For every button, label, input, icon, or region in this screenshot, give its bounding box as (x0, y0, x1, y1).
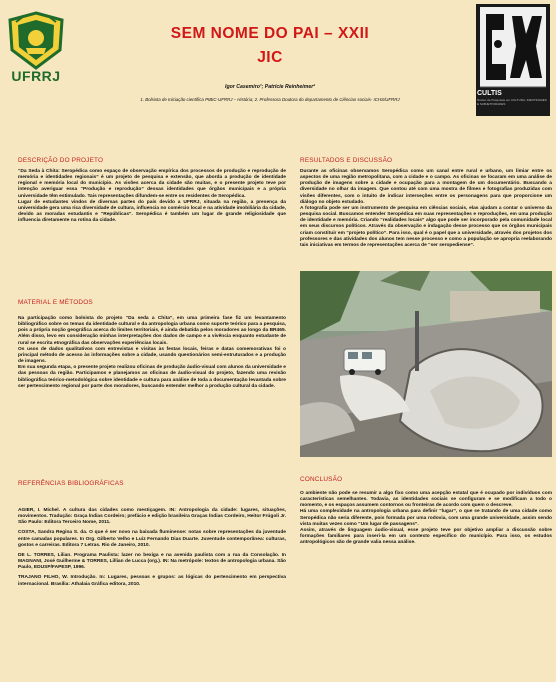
reference-item: AGIER, I. Michel. A cultura das cidades como mestiçagem. IN: Antropologia da cidade: lugares, situações, movimentos. Tradução: Graça Índias Cordeiro; prefácio e edição brasileira Graças Índias Cordeiro, Heitor Frúgoli Jr. São Paulo: Editora Terceiro Nome, 2011. (18, 508, 286, 526)
descricao-paragraph: Lugar de estudantes vindos de diversas partes do país devido a UFRRJ, situada na região, a presença da universidade gera uma rica diversidade de cultura, influencia no comércio local e na atividade imobiliária da cidade, devido as moradas estudantis e “Repúblicas”. Seropédica é também um lugar de grande religiosidade que influencia diretamente na rotina da cidade. (18, 199, 286, 224)
resultados-heading: RESULTADOS E DISCUSSÃO (300, 157, 393, 164)
reference-item: TRAJANO FILHO, W. Introdução. In: Lugares, pessoas e grupos: as lógicas do pertencimento em perspectiva internacional. Brasília: Athalaia Gráfica editora, 2010. (18, 575, 286, 587)
affiliation: 1. Bolsista de Iniciação científica PIBIC-UFRRJ – História; 2. Professora Doutora do departamento de Ciências sociais- ICHS/UFRRJ (140, 97, 400, 102)
descricao-paragraph: “Da Seda à Chita: Seropédica como espaço de observação empírica dos processos de produção e reprodução de memória e identidades regionais” é um projeto de pesquisa e extensão, que aborda a produção de identidade regional e memória local do município. As visões acerca da cidade são muitas, e o presente projeto teve por intenção averiguar essa “Produção e reprodução” dessas identidades que órgãos municipais e a própria universidade têm estimulado. Tais representações difundem-se entre os residentes de Seropédica. (18, 169, 286, 199)
referencias-heading: REFERÊNCIAS BIBLIOGRÁFICAS (18, 480, 124, 487)
cultis-title: CULTIS (477, 90, 502, 97)
ufrrj-logo-text: UFRRJ (11, 68, 61, 84)
conclusao-paragraph: O ambiente não pode se resumir a algo fixo como uma acepção estatal que é ocupado por indivíduos com características semelhantes. Todavia, as identidades sociais se configuram e se modificam a todo o momento, e os espaços assumem contornos ou fronteiras de acordo com quem o descreve. (300, 491, 552, 509)
descricao-heading: DESCRIÇÃO DO PROJETO (18, 157, 104, 164)
poster-title (110, 24, 430, 68)
referencias-list (18, 508, 286, 588)
material-paragraph: Em sua segunda etapa, o presente projeto realizou oficinas de produção áudio-visual com alunos da universidade e das pessoas da região. Participamos e planejamos as oficinas de áudio-visual do projeto, fazendo uma revisão bibliográfica teórico-metodológica sobre identidade e cultura para análise de toda a documentação levantada sobre ser pertencimento regional por parte dos moradores, buscando entender melhor a produção cultural da cidade. (18, 365, 286, 389)
descricao-text (18, 169, 286, 224)
material-text (18, 316, 286, 390)
reference-item: COSTA, Sandra Regina S. da. O que é ser novo na baixada fluminense: notas sobre representações da juventude entre camadas populares. In Org. Gilberto Velho e Luiz Fernando Dias Duarte. Juventude contemporânea: culturas, gostos e carreiras. Editora 7 Letras. Rio de Janeiro, 2010. (18, 530, 286, 548)
resultados-paragraph: A fotografia pode ser um instrumento de pesquisa em ciências sociais, elas ajudam a contar o universo da pesquisa social. Buscamos entender Seropédica em suas representações e reproduções, em uma produção de identidade e memória. Criando “realidades locais” algo que pode ser incorporado pela comunidade local em seus discursos políticos. Através da observação e indagação desse processo que os órgãos municipais criam constituir em “projeto político”. Para isso, qual é o papel que a universidade, através dos projetos dos professores e das atividades dos alunos tem nesse processo e como a população se apropria reelaborando tais iniciativas em termos de representações acerca de “ser seropediense”. (300, 205, 552, 248)
material-heading: MATERIAL E MÉTODOS (18, 299, 93, 306)
authors: Igor Casemiro¹; Patrície Reinheimer² (225, 84, 315, 90)
reference-item: DE L. TORRES, Lilian. Programa Paulista: lazer no bexiga e na avenida paulista com a rua da Consolação. In MAGNANI, José Guilherme & TORRES, Lillian de Lucca (org.). IN: Na metrópole: textos de antropologia urbana. São Paulo, EDUSP/FAPESP, 1996. (18, 552, 286, 571)
resultados-paragraph: Durante as oficinas observamos Seropédica como um canal entre rural e urbano, um limiar entre os aspectos de uma região metropolitana, com a cidade e o campo. As oficinas se focaram em uma análise de produção de imagens sobre a cidade e ocupação para a montagem de um documentário. Buscando a diversidade no olhar da imagem. Que contou até com uma mostra de filmes e fotografias produzidas com visões diferentes, com o intuito de indicar interseções entre os personagens para que proporcione um diálogo no objeto estudado. (300, 169, 552, 205)
conclusao-heading: CONCLUSÃO (300, 476, 343, 483)
material-paragraph: Na participação como bolsista do projeto “Da seda a Chita”, em uma primeira fase fiz um levantamento bibliográfico sobre os temas da identidade cultural e da antropologia urbana como suporte teórico para a pesquisa, pois a própria noção geográfica acerca do limites territoriais, é ainda debatida pelos moradores ao longo da BR465. Além disso, levo em consideração minhas interpretações dos dados de campo e a vivência enquanto estudante de rural se escrita etnográfica das observações experiências locais. (18, 316, 286, 346)
conclusao-paragraph: Assim, através de linguagem áudio-visual, esse projeto teve por objetivo ampliar a discussão sobre formações familiares para inseri-la em um contexto específico do município. Para isso, os estudos antropológicos são de grande valia nessa análise. (300, 527, 552, 546)
cultis-subtitle: Núcleo de Pesquisas em CULTURA, IDENTIDADES E SUBJETIVIDADES (477, 98, 547, 106)
poster-title-line1: SEM NOME DO PAI – XXII (170, 25, 370, 42)
conclusao-text (300, 491, 552, 546)
resultados-text (300, 169, 552, 249)
material-paragraph: Os usos de dados qualitativos com entrevistas e visitas às festas locais, feiras e datas comemorativas foi o principal método de acesso às informações sobre a cidade, usando questionários semi-estruturados e a produção de imagens. (18, 346, 286, 365)
city-photo (300, 271, 552, 457)
conclusao-paragraph: Há uma complexidade na antropologia urbana para definir “lugar”, o que se tratando de uma cidade como Seropédica não seria diferente, pois formada por uma rodovia, com uma grande universidade, assim sendo vista muitas vezes como “Um lugar de passagens”. (300, 509, 552, 527)
poster-title-line2: JIC (257, 49, 283, 66)
